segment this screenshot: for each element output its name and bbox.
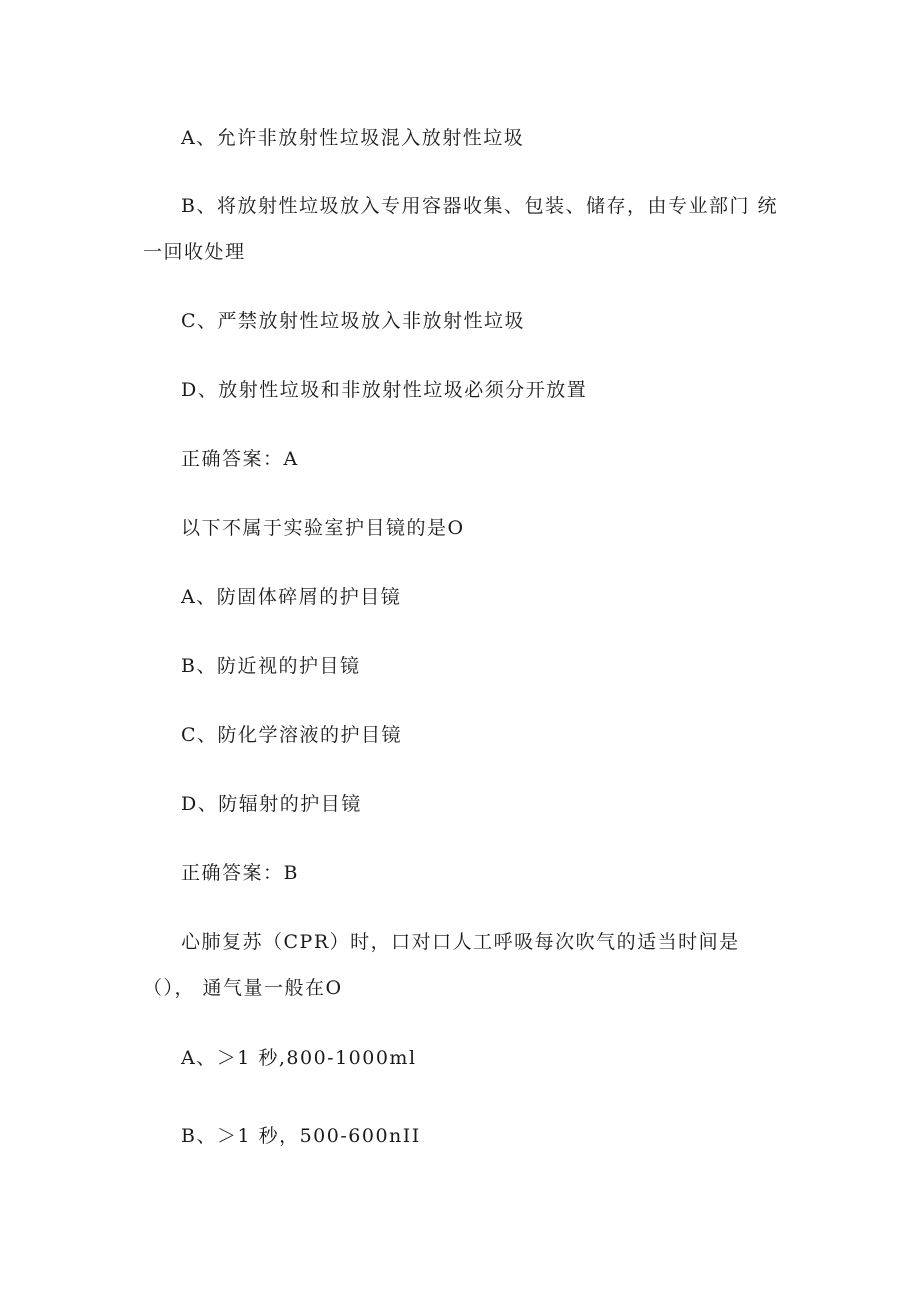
option-b-continuation: 一回收处理 bbox=[143, 241, 246, 263]
answer-line: 正确答案：B bbox=[181, 862, 299, 884]
question-stem-continuation: （）， 通气量一般在O bbox=[143, 977, 343, 999]
option-d: D、放射性垃圾和非放射性垃圾必须分开放置 bbox=[181, 379, 588, 401]
option-b: B、将放射性垃圾放入专用容器收集、包装、储存，由专业部门 统 bbox=[181, 195, 779, 217]
question-stem: 以下不属于实验室护目镜的是O bbox=[181, 517, 465, 539]
option-c: C、严禁放射性垃圾放入非放射性垃圾 bbox=[181, 310, 526, 332]
option-a: A、＞1 秒,800-1000ml bbox=[181, 1047, 417, 1069]
option-b: B、＞1 秒，500-600nII bbox=[181, 1125, 421, 1147]
option-d: D、防辐射的护目镜 bbox=[181, 793, 362, 815]
option-a: A、允许非放射性垃圾混入放射性垃圾 bbox=[181, 127, 525, 149]
option-c: C、防化学溶液的护目镜 bbox=[181, 724, 403, 746]
answer-line: 正确答案：A bbox=[181, 448, 299, 470]
question-stem: 心肺复苏（CPR）时，口对口人工呼吸每次吹气的适当时间是 bbox=[181, 931, 740, 953]
option-a: A、防固体碎屑的护目镜 bbox=[181, 586, 402, 608]
option-b: B、防近视的护目镜 bbox=[181, 655, 361, 677]
